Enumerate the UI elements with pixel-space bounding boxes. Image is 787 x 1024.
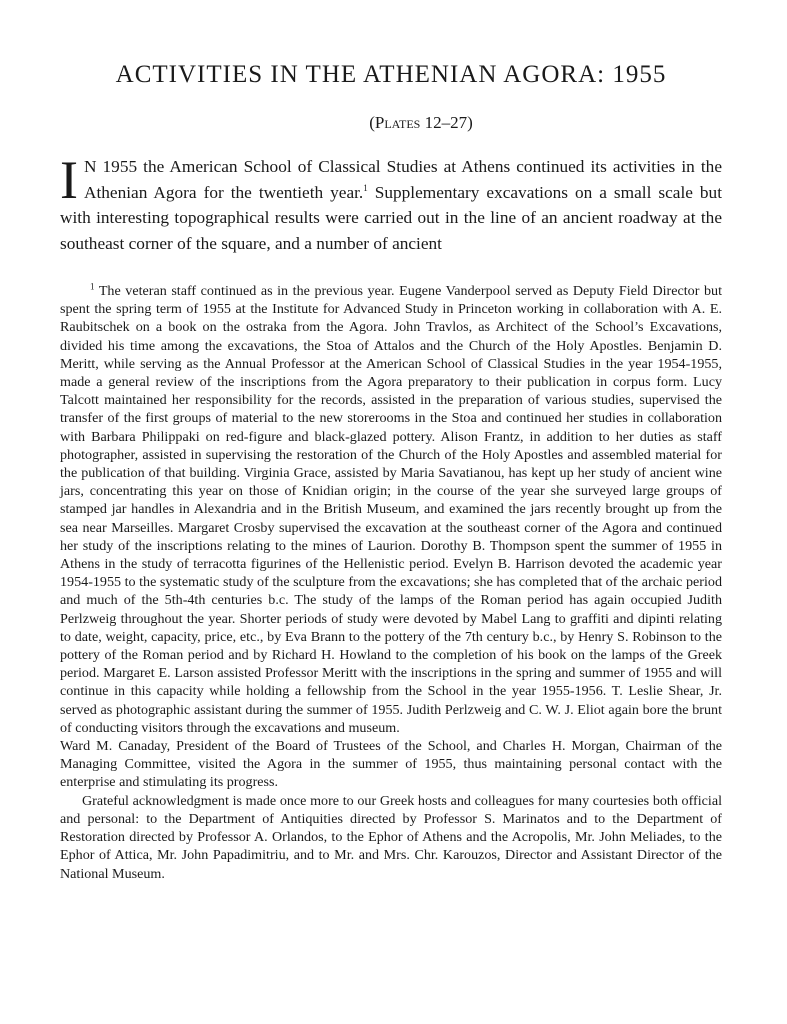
footnote-reference[interactable]: 1: [363, 182, 368, 193]
plates-label: Plates: [374, 113, 421, 132]
page: [60, 60, 722, 883]
footnote-marker: 1: [90, 281, 95, 292]
intro-text-end: Supplementary excavations on a small scale but with interesting topographical results were carried out in the line of an ancient roadway at the southeast corner of the square, and a number of ancient: [60, 182, 722, 253]
footnote-paragraph-acknowledgment: Grateful acknowledgment is made once more to our Greek hosts and colleagues for many courtesies both official and personal: to the Department of Antiquities directed by Professor S. Marinatos and to the Department of Restoration directed by Professor A. Orlandos, to the Ephor of Athens and the Acropolis, Mr. John Meliades, to the Ephor of Attica, Mr. John Papadimitriu, and to Mr. and Mrs. Chr. Karouzos, Director and Assistant Director of the National Museum.: [60, 792, 722, 882]
intro-paragraph: [60, 150, 722, 256]
article-title: ACTIVITIES IN THE ATHENIAN AGORA: 1955: [115, 61, 667, 88]
footnote-paragraph-staff: [60, 282, 722, 737]
footnote-block: [60, 282, 722, 883]
intro-text-start: N 1955 the American School of Classical Studies at Athens continued its activities in the Athenian Agora for the twentieth year.: [83, 157, 722, 202]
footnote-text-staff: The veteran staff continued as in the previous year. Eugene Vanderpool served as Deputy Field Director but spent the spring term of 1955 at the Institute for Advanced Study in Princeton working in collaboration with A. E. Raubitschek on a book on the ostraka from the Agora. John Travlos, as Architect of the School’s Excavations, divided his time among the excavations, the Stoa of Attalos and the Church of the Holy Apostles. Benjamin D. Meritt, while serving as the Annual Professor at the American School of Classical Studies in the year 1954-1955, made a general review of the inscriptions from the Agora preparatory to their publication in corpus form. Lucy Talcott maintained her responsibility for the records, assisted in the preparation of various studies, supervised the transfer of the first groups of material to the new storerooms in the Stoa and continued her studies in collaboration with Barbara Philippaki on red-figure and black-glazed pottery. Alison Frantz, in addition to her duties as staff photographer, assisted in supervising the restoration of the Church of the Holy Apostles and assembled material for the publication of that building. Virginia Grace, assisted by Maria Savatianou, has kept up her study of ancient wine jars, concentrating this year on those of Knidian origin; in the course of the year she surveyed large groups of stamped jar handles in Alexandria and in the British Museum, and examined the jars recently brought up from the sea near Marseilles. Margaret Crosby supervised the excavation at the southeast corner of the Agora and continued her study of the inscriptions relating to the mines of Laurion. Dorothy B. Thompson spent the summer of 1955 in Athens in the study of terracotta figurines of the Hellenistic period. Evelyn B. Harrison devoted the academic year 1954-1955 to the systematic study of the sculpture from the excavations; she has completed that of the archaic period and much of the 5th-4th centuries b.c. The study of the lamps of the Roman period has again occupied Judith Perlzweig throughout the year. Shorter periods of study were devoted by Mabel Lang to graffiti and dipinti relating to date, weight, capacity, price, etc., by Eva Brann to the pottery of the 7th century b.c., by Henry S. Robinson to the pottery of the Roman period and by Richard H. Howland to the completion of his book on the lamps of the Greek period. Margaret E. Larson assisted Professor Meritt with the inscriptions in the spring and summer of 1955 and will continue in this capacity while holding a fellowship from the School in the year 1955-1956. T. Leslie Shear, Jr. served as photographic assistant during the summer of 1955. Judith Perlzweig and C. W. J. Eliot again bore the brunt of conducting visitors through the excavations and museum.: [60, 283, 722, 736]
footnote-paragraph-visitors: Ward M. Canaday, President of the Board of Trustees of the School, and Charles H. Morgan, Chairman of the Managing Committee, visited the Agora in the summer of 1955, thus maintaining personal contact with the enterprise and stimulating its progress.: [60, 738, 722, 791]
plates-range: 12–27): [420, 113, 473, 132]
drop-cap: I: [60, 150, 78, 210]
plates-open-paren: (: [369, 113, 375, 132]
plates-reference: [60, 112, 722, 134]
